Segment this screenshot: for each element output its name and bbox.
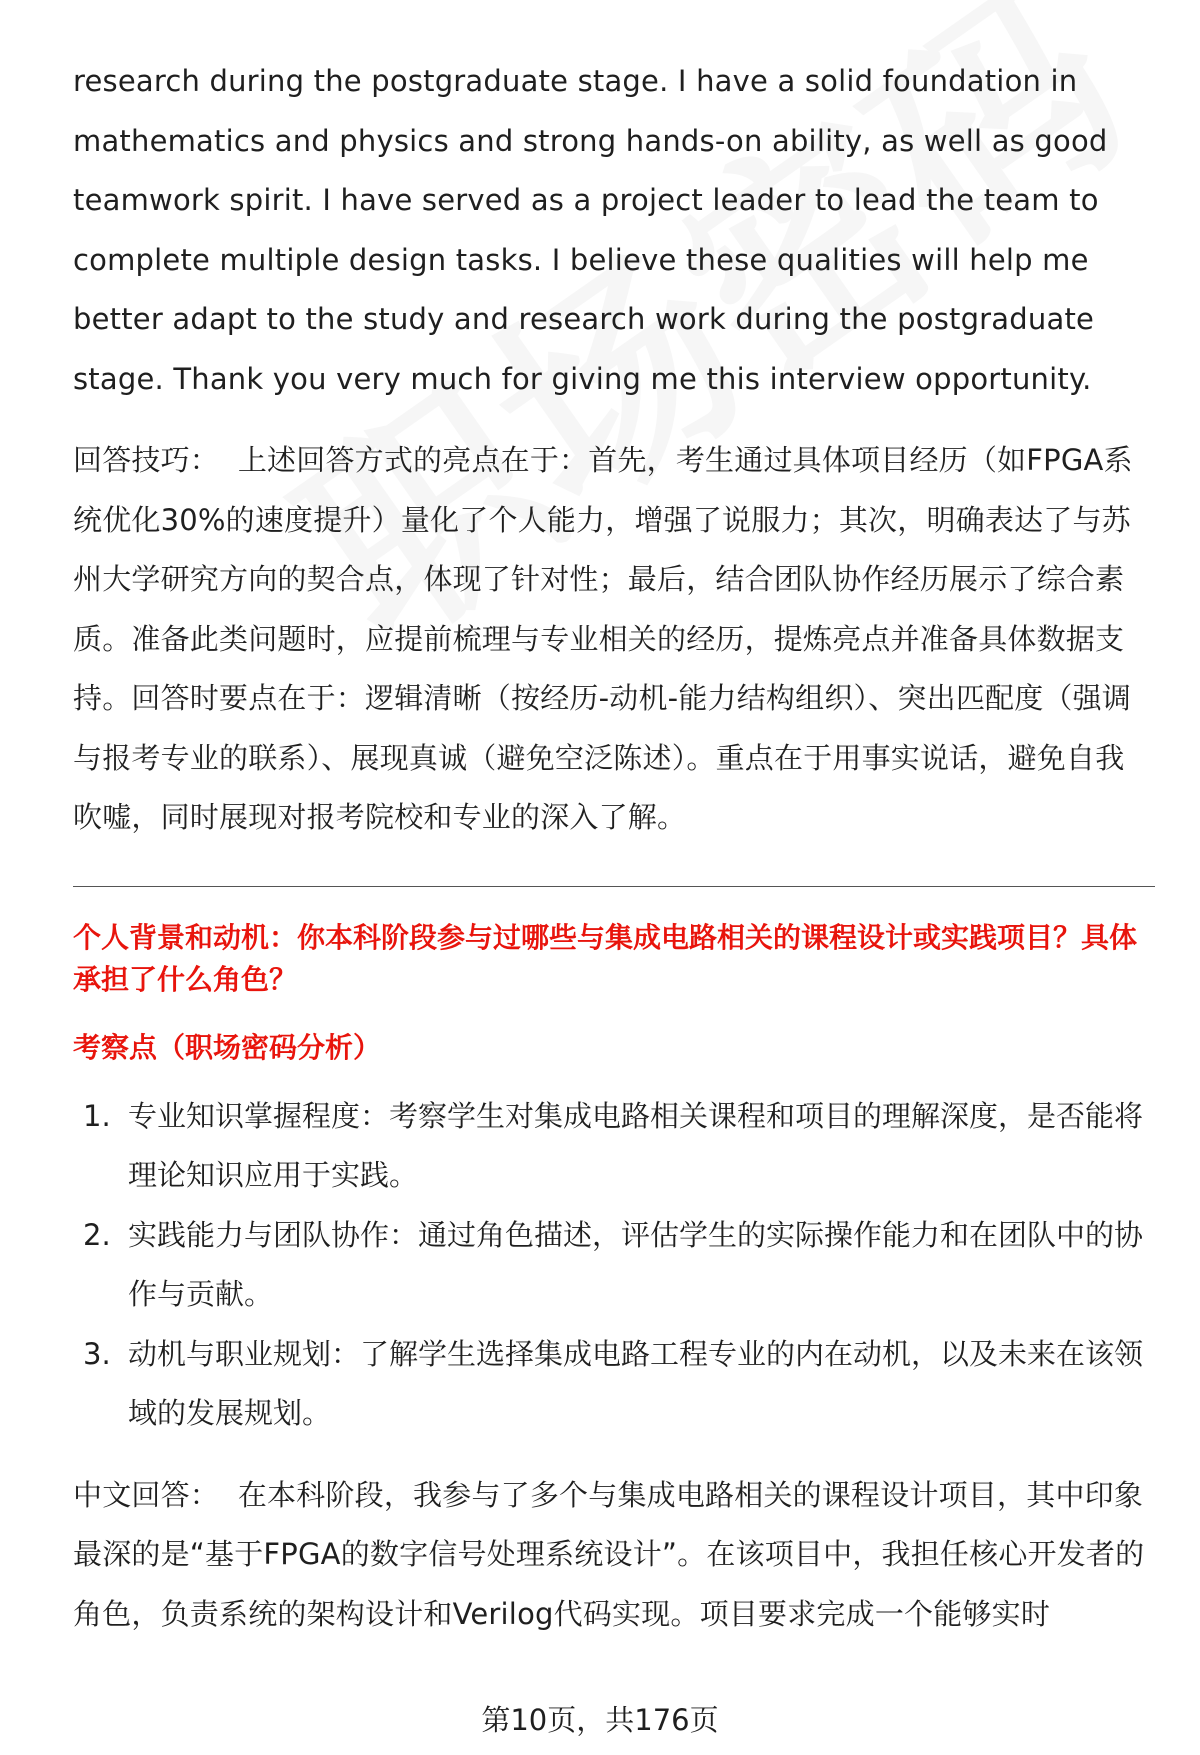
list-item-number: 1. <box>83 1098 111 1133</box>
list-item-number: 2. <box>83 1217 111 1252</box>
list-item <box>73 1206 1153 1325</box>
list-item-number: 3. <box>83 1336 111 1371</box>
answer-tip-text: 上述回答方式的亮点在于：首先，考生通过具体项目经历（如FPGA系统优化30%的速度提升）量化了个人能力，增强了说服力；其次，明确表达了与苏州大学研究方向的契合点，体现了针对性；最后，结合团队协作经历展示了综合素质。准备此类问题时，应提前梳理与专业相关的经历，提炼亮点并准备具体数据支持。回答时要点在于：逻辑清晰（按经历-动机-能力结构组织）、突出匹配度（强调与报考专业的联系）、展现真诚（避免空泛陈述）。重点在于用事实说话，避免自我吹嘘，同时展现对报考院校和专业的深入了解。 <box>73 443 1133 834</box>
answer-tip-label: 回答技巧： <box>73 443 220 477</box>
list-item <box>73 1087 1153 1206</box>
chinese-answer-label: 中文回答： <box>73 1477 220 1512</box>
document-page <box>73 52 1153 1644</box>
section-divider <box>73 886 1155 887</box>
list-item-text: 动机与职业规划：了解学生选择集成电路工程专业的内在动机，以及未来在该领域的发展规划。 <box>128 1336 1144 1430</box>
page-number-footer: 第10页，共176页 <box>481 1703 719 1737</box>
answer-tip-paragraph <box>73 431 1153 848</box>
english-answer-paragraph: research during the postgraduate stage. I have a solid foundation in mathematics and physics and strong hands-on ability, as well as good teamwork spirit. I have served as a project leader to lead the team to complete multiple design tasks. I believe these qualities will help me better adapt to the study and research work during the postgraduate stage. Thank you very much for giving me this interview opportunity. <box>73 64 1108 396</box>
list-item-text: 实践能力与团队协作：通过角色描述，评估学生的实际操作能力和在团队中的协作与贡献。 <box>128 1217 1144 1311</box>
list-item-text: 专业知识掌握程度：考察学生对集成电路相关课程和项目的理解深度，是否能将理论知识应用于实践。 <box>128 1098 1144 1192</box>
focus-points-list <box>73 1087 1153 1444</box>
chinese-answer-paragraph <box>73 1466 1153 1645</box>
list-item <box>73 1325 1153 1444</box>
question-heading: 个人背景和动机：你本科阶段参与过哪些与集成电路相关的课程设计或实践项目？具体承担了什么角色？ <box>73 920 1138 996</box>
focus-heading: 考察点（职场密码分析） <box>73 1030 382 1064</box>
chinese-answer-text: 在本科阶段，我参与了多个与集成电路相关的课程设计项目，其中印象最深的是“基于FPGA的数字信号处理系统设计”。在该项目中，我担任核心开发者的角色，负责系统的架构设计和Verilog代码实现。项目要求完成一个能够实时 <box>73 1477 1145 1631</box>
